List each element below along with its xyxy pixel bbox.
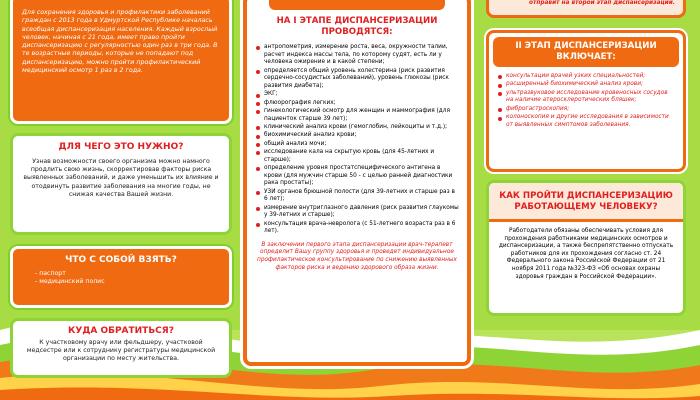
stage2-box (486, 30, 686, 172)
top-right-text: отправит на второй этап диспансеризации. (529, 0, 675, 6)
list-item: фиброгастроскопия; (497, 106, 675, 114)
stage2-header (493, 37, 679, 67)
list-item: флюорография легких; (255, 100, 459, 108)
list-item: определяется общий уровень холестерина (риск развития сердечно-сосудистых заболеваний), уровень глюкозы (риск развития диабета); (255, 68, 459, 91)
where-title: КУДА ОБРАТИТЬСЯ? (68, 326, 174, 336)
list-item: определение уровня простатспецифического антигена в крови (для мужчин старше 50 - с целью ранней диагностики рака простаты); (255, 165, 459, 188)
stage2-title: II ЭТАП ДИСПАНСЕРИЗАЦИИ ВКЛЮЧАЕТ: (515, 41, 657, 62)
list-item: измерение внутриглазного давления (риск развития глаукомы у 39-летних и старше); (255, 205, 459, 220)
worker-title: КАК ПРОЙТИ ДИСПАНСЕРИЗАЦИЮ РАБОТАЮЩЕМУ ЧЕЛОВЕКУ? (499, 191, 673, 212)
list-item: консультация врача-невролога (с 51-летнего возраста раз в 6 лет). (255, 221, 459, 236)
stage1-box (243, 0, 471, 366)
stage1-title: НА I ЭТАПЕ ДИСПАНСЕРИЗАЦИИ ПРОВОДЯТСЯ: (276, 16, 438, 37)
list-item: гинекологический осмотр для женщин и маммография (для пациенток старше 39 лет); (255, 108, 459, 123)
stage1-list (255, 44, 459, 236)
list-item: расширенный биохимический анализ крови; (497, 81, 675, 89)
why-text: Узнав возможности своего организма можно намного продлить свою жизнь, скорректировав факторы риска выявленных заболеваний, и даже уменьшить их влияние и отодвинуть развитие заболевания на многие годы, не снижая качества Вашей жизни. (23, 158, 219, 198)
where-text: К участковому врачу или фельдшеру, участковой медсестре или к сотруднику регистратуры медицинской организации по месту жительства. (26, 339, 216, 363)
take-title: ЧТО С СОБОЙ ВЗЯТЬ? (65, 255, 177, 265)
list-item: исследование кала на скрытую кровь (для 45-летних и старше); (255, 149, 459, 164)
where-box (10, 318, 232, 378)
intro-box (10, 0, 232, 124)
why-box (10, 133, 232, 235)
list-item: консультации врачей узких специальностей; (497, 73, 675, 81)
worker-text: Работодатели обязаны обеспечивать условия для прохождения работниками медицинских осмотров и диспансеризации, а также беспрепятственно отпускать работников для их прохождения согласно ст. 24 Федерального закона Российской Федерации от 21 ноября 2011 года №323-ФЗ «Об основах охраны здоровья граждан в Российской Федерации». (498, 228, 674, 280)
list-item: антропометрия, измерение роста, веса, окружности талии, расчет индекса массы тела, по которому судят, есть ли у человека ожирение и в какой степени; (255, 44, 459, 67)
list-item: общий анализ мочи; (255, 141, 459, 149)
list-item: клинический анализ крови (гемоглобин, лейкоциты и т.д.); (255, 124, 459, 132)
stage1-top-label (269, 0, 445, 10)
list-item: биохимический анализ крови; (255, 132, 459, 140)
why-title: ДЛЯ ЧЕГО ЭТО НУЖНО? (58, 142, 184, 152)
stage1-conclusion: В заключении первого этапа диспансеризации врач-терапевт определит Вашу группу здоровья и проведет индивидуальное профилактическое консультирование по снижению выявленных факторов риска и ведению здорового образа жизни. (257, 241, 457, 271)
list-item: ЭКГ; (255, 91, 459, 99)
intro-text: Для сохранения здоровья и профилактики заболеваний граждан с 2013 года в Удмуртской Республике началась всеобщая диспансеризация населения. Каждый взрослый человек, начиная с 21 года, имеет право пройти диспансеризацию с регулярностью один раз в три года. В те возрастные периоды, которые не попадают под диспансеризацию, можно пройти профилактический медицинский осмотр 1 раз в 2 года. (22, 9, 218, 75)
list-item: колоноскопия и другие исследования в зависимости от выявленных симптомов заболевания. (497, 114, 675, 129)
worker-box (486, 180, 686, 316)
worker-header (489, 183, 683, 222)
top-right-box (486, 0, 686, 18)
list-item: УЗИ органов брюшной полости (для 39-летних и старше раз в 6 лет); (255, 189, 459, 204)
take-item-2: - медицинский полис (35, 278, 105, 286)
take-item-1: - паспорт (35, 270, 66, 277)
list-item: ультразвуковое исследование кровеносных сосудов на наличие атеросклеротических бляшек; (497, 90, 675, 105)
take-box (10, 246, 232, 308)
stage2-list (497, 73, 675, 129)
